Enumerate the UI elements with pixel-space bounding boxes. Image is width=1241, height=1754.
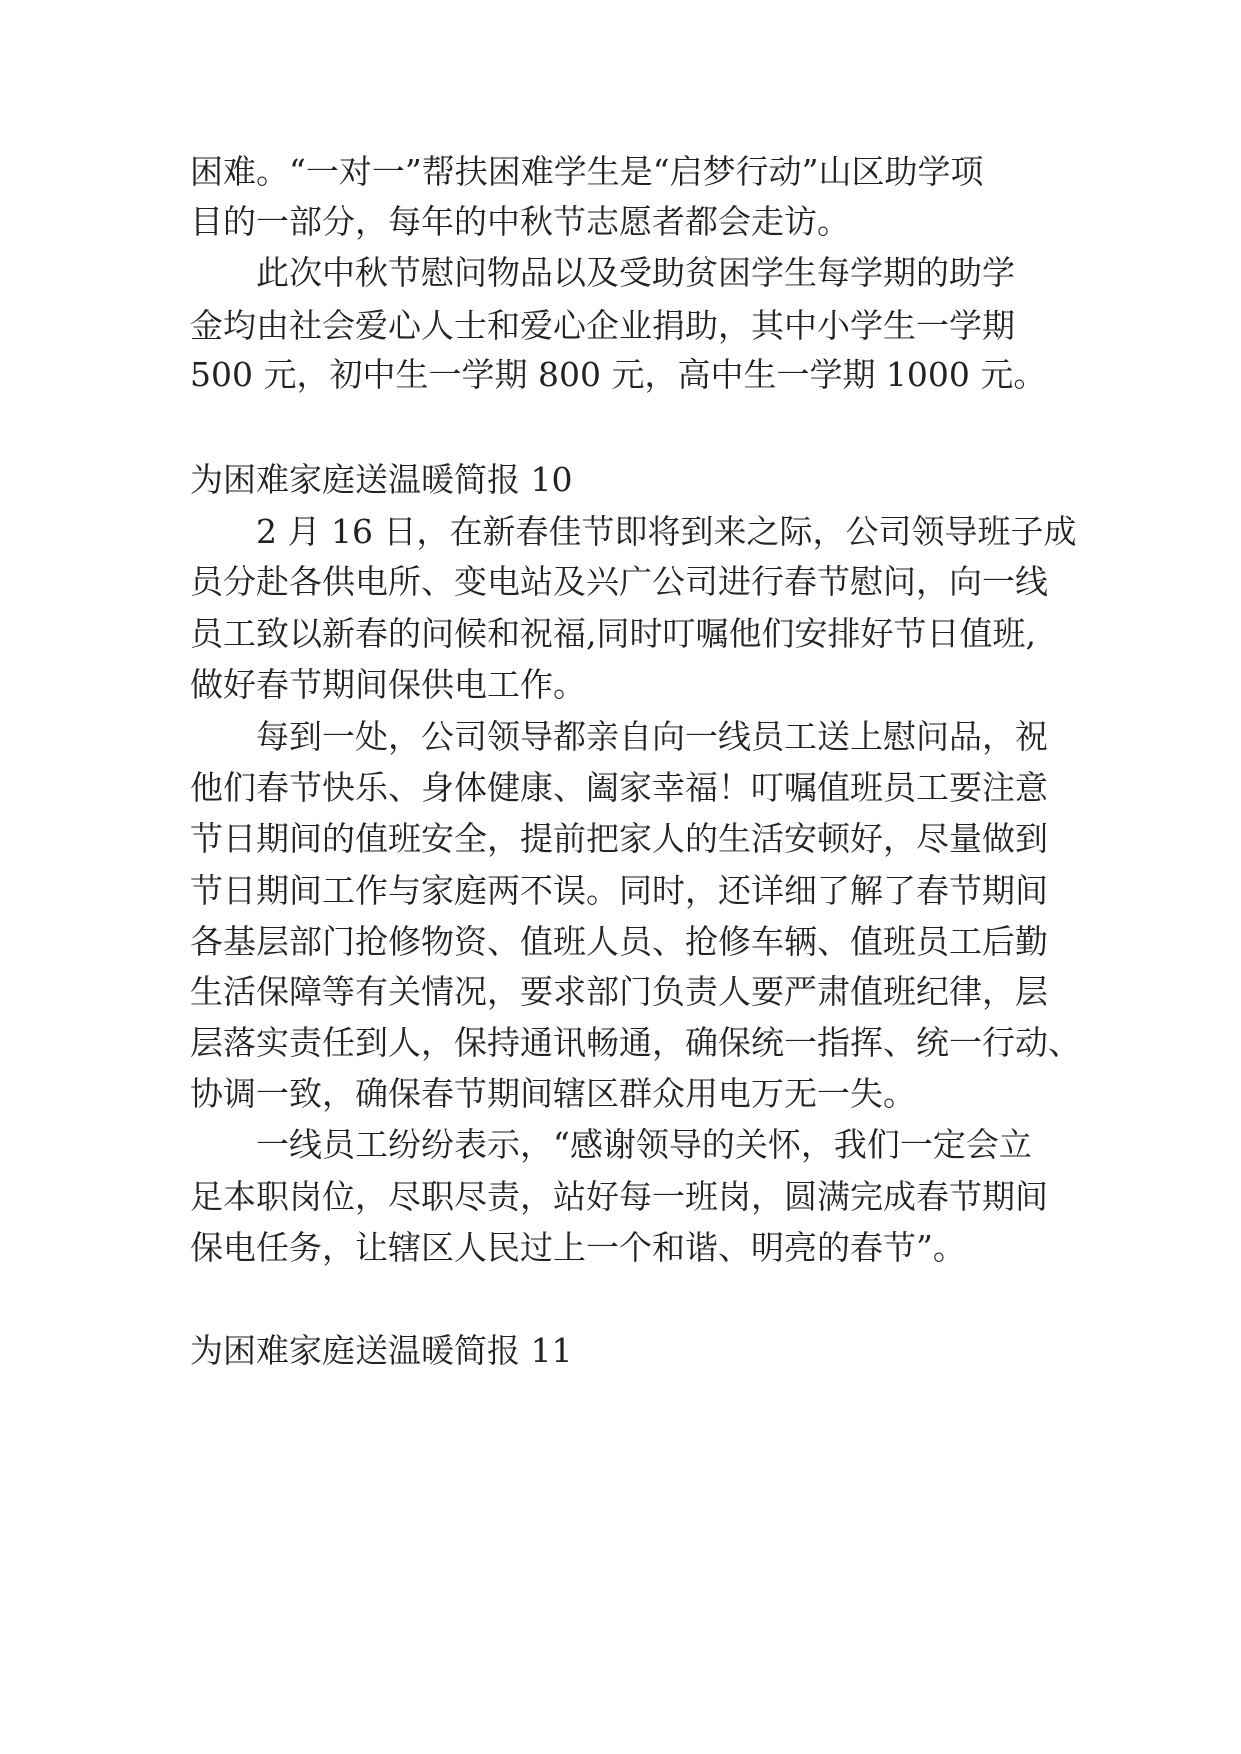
section-heading: 为困难家庭送温暖简报 11 xyxy=(190,1331,573,1370)
paragraph-line: 金均由社会爱心人士和爱心企业捐助，其中小学生一学期 xyxy=(190,306,1015,345)
paragraph-line: 协调一致，确保春节期间辖区群众用电万无一失。 xyxy=(190,1074,916,1113)
paragraph-line: 节日期间工作与家庭两不误。同时，还详细了解了春节期间 xyxy=(190,871,1048,910)
paragraph-line: 节日期间的值班安全，提前把家人的生活安顿好，尽量做到 xyxy=(190,819,1048,858)
paragraph-line: 他们春节快乐、身体健康、阖家幸福！叮嘱值班员工要注意 xyxy=(190,768,1048,807)
paragraph-line: 每到一处，公司领导都亲自向一线员工送上慰问品，祝 xyxy=(256,717,1048,756)
paragraph-line: 做好春节期间保供电工作。 xyxy=(190,665,586,704)
paragraph-line: 一线员工纷纷表示，“感谢领导的关怀，我们一定会立 xyxy=(256,1125,1032,1164)
section-heading: 为困难家庭送温暖简报 10 xyxy=(190,460,573,499)
paragraph-line: 生活保障等有关情况，要求部门负责人要严肃值班纪律，层 xyxy=(190,972,1048,1011)
paragraph-line: 各基层部门抢修物资、值班人员、抢修车辆、值班员工后勤 xyxy=(190,922,1048,961)
paragraph-line: 困难。“一对一”帮扶困难学生是“启梦行动”山区助学项 xyxy=(190,152,984,191)
paragraph-line: 足本职岗位，尽职尽责，站好每一班岗，圆满完成春节期间 xyxy=(190,1177,1048,1216)
paragraph-line: 目的一部分，每年的中秋节志愿者都会走访。 xyxy=(190,202,850,241)
paragraph-line: 2 月 16 日，在新春佳节即将到来之际，公司领导班子成 xyxy=(256,512,1077,551)
paragraph-line: 保电任务，让辖区人民过上一个和谐、明亮的春节”。 xyxy=(190,1228,966,1267)
paragraph-line: 员工致以新春的问候和祝福,同时叮嘱他们安排好节日值班, xyxy=(190,614,1036,653)
paragraph-line: 层落实责任到人，保持通讯畅通，确保统一指挥、统一行动、 xyxy=(190,1023,1081,1062)
paragraph-line: 此次中秋节慰问物品以及受助贫困学生每学期的助学 xyxy=(256,253,1015,292)
paragraph-line: 500 元，初中生一学期 800 元，高中生一学期 1000 元。 xyxy=(190,355,1047,394)
paragraph-line: 员分赴各供电所、变电站及兴广公司进行春节慰问，向一线 xyxy=(190,562,1048,601)
